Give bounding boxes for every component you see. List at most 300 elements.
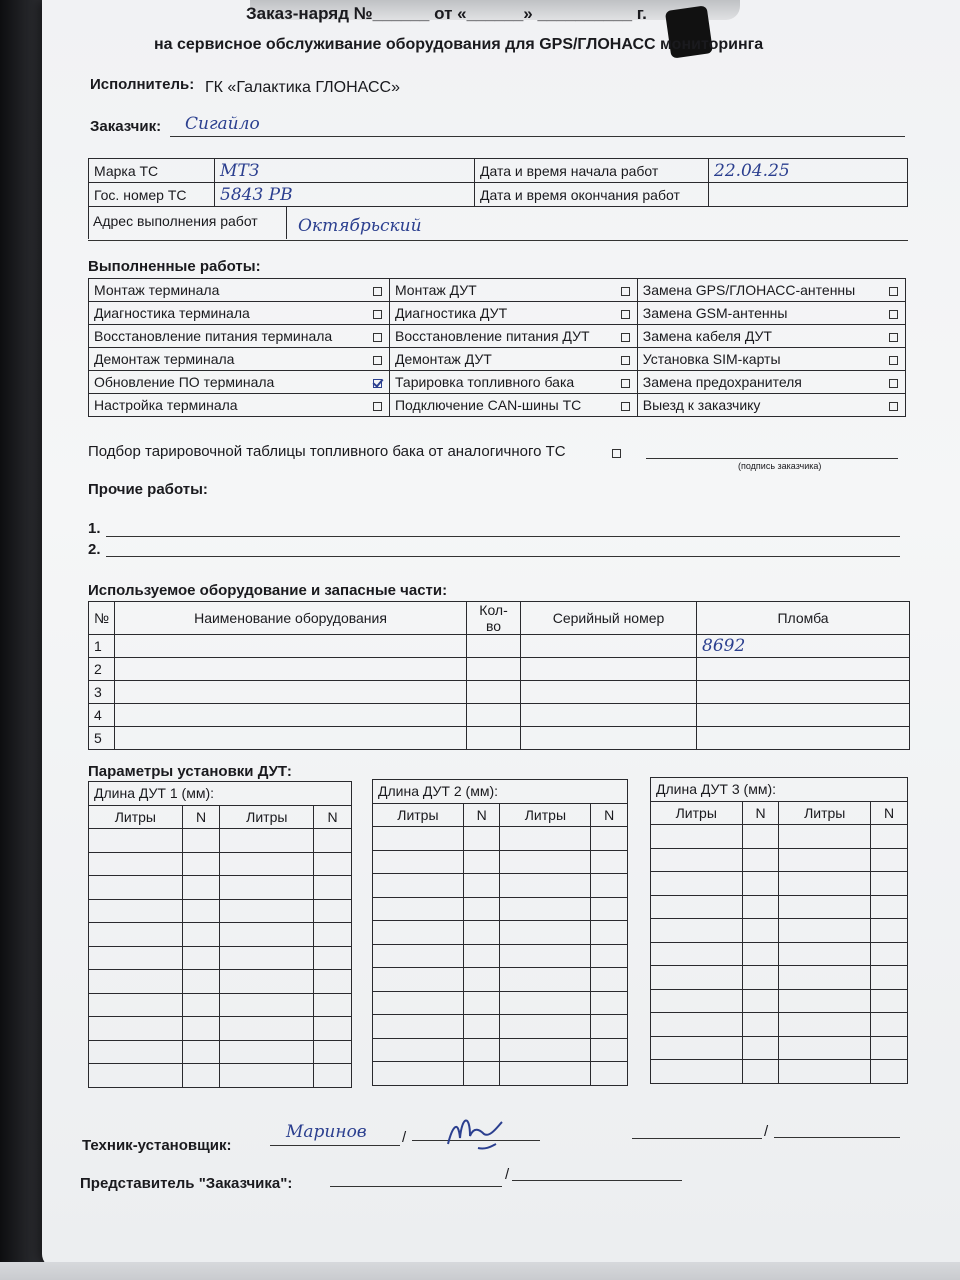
work-label: Выезд к заказчику — [637, 394, 883, 417]
equipment-cell-qty[interactable] — [467, 635, 521, 658]
table-row — [89, 829, 352, 853]
dut-cell[interactable] — [220, 993, 314, 1017]
dut-cell[interactable] — [220, 970, 314, 994]
checkbox-icon[interactable] — [621, 402, 630, 411]
dut-cell[interactable] — [742, 1060, 779, 1084]
equipment-header: Кол-во — [467, 602, 521, 635]
checkbox-icon[interactable] — [889, 379, 898, 388]
work-checkbox[interactable] — [367, 279, 390, 302]
work-label: Замена кабеля ДУТ — [637, 325, 883, 348]
dut-cell[interactable] — [220, 1017, 314, 1041]
plate-label: Гос. номер ТС — [89, 183, 215, 207]
work-label: Монтаж терминала — [89, 279, 367, 302]
work-checkbox[interactable] — [883, 348, 906, 371]
dut-cell[interactable] — [779, 1036, 871, 1060]
dut-cell[interactable] — [220, 876, 314, 900]
brand-label: Марка ТС — [89, 159, 215, 183]
dut-cell[interactable] — [463, 1015, 500, 1039]
customer-signature-line[interactable] — [646, 458, 898, 459]
dut-cell[interactable] — [182, 1017, 220, 1041]
dut-cell[interactable] — [373, 1038, 464, 1062]
dut-cell[interactable] — [871, 872, 908, 896]
dut-header: Литры — [89, 805, 183, 829]
dut-cell[interactable] — [591, 921, 628, 945]
checkbox-icon[interactable] — [373, 356, 382, 365]
work-label: Замена GPS/ГЛОНАСС-антенны — [637, 279, 883, 302]
dut-cell[interactable] — [463, 827, 500, 851]
dut-cell[interactable] — [651, 1036, 743, 1060]
equipment-cell-serial[interactable] — [521, 635, 697, 658]
work-checkbox[interactable] — [883, 394, 906, 417]
equipment-cell-n: 2 — [89, 658, 115, 681]
table-row — [373, 1062, 628, 1086]
dut-cell[interactable] — [779, 989, 871, 1013]
dut-cell[interactable] — [373, 897, 464, 921]
dut-cell[interactable] — [651, 919, 743, 943]
equipment-cell-name[interactable] — [115, 704, 467, 727]
table-row — [89, 899, 352, 923]
dut-cell[interactable] — [220, 852, 314, 876]
dut-cell[interactable] — [89, 876, 183, 900]
equipment-cell-name[interactable] — [115, 658, 467, 681]
dut-header: Литры — [779, 801, 871, 825]
dut-cell[interactable] — [500, 850, 591, 874]
tare-selection-label: Подбор тарировочной таблицы топливного бака от аналогичного ТС — [88, 443, 566, 460]
work-label: Восстановление питания терминала — [89, 325, 367, 348]
table-row — [89, 876, 352, 900]
dut-caption: Длина ДУТ 2 (мм): — [373, 780, 628, 804]
dut-header: N — [871, 801, 908, 825]
dut-cell[interactable] — [463, 874, 500, 898]
checkbox-icon[interactable] — [373, 333, 382, 342]
table-row — [373, 921, 628, 945]
equipment-cell-qty[interactable] — [467, 704, 521, 727]
table-row — [651, 1013, 908, 1037]
table-row — [89, 1064, 352, 1088]
dut-cell[interactable] — [651, 1060, 743, 1084]
table-row — [89, 658, 910, 681]
technician-signature — [440, 1108, 510, 1156]
customer-value[interactable]: Сигайло — [185, 114, 260, 134]
dut-cell[interactable] — [591, 1038, 628, 1062]
work-label: Диагностика ДУТ — [389, 302, 614, 325]
dut-cell[interactable] — [742, 919, 779, 943]
table-row — [373, 850, 628, 874]
equipment-title: Используемое оборудование и запасные части: — [88, 582, 448, 599]
equipment-cell-serial[interactable] — [521, 727, 697, 750]
table-row — [373, 827, 628, 851]
start-value[interactable]: 22.04.25 — [709, 159, 908, 183]
checkbox-icon[interactable] — [889, 287, 898, 296]
checkbox-icon[interactable] — [373, 402, 382, 411]
dut-cell[interactable] — [314, 923, 352, 947]
dut-cell[interactable] — [89, 899, 183, 923]
dut-cell[interactable] — [89, 923, 183, 947]
dut-cell[interactable] — [742, 942, 779, 966]
dut-cell[interactable] — [89, 1064, 183, 1088]
dut-cell[interactable] — [779, 895, 871, 919]
dut-cell[interactable] — [871, 919, 908, 943]
work-checkbox[interactable] — [883, 279, 906, 302]
dut-cell[interactable] — [314, 876, 352, 900]
work-label: Подключение CAN-шины ТС — [389, 394, 614, 417]
executor-label: Исполнитель: — [90, 76, 195, 93]
dut-header: N — [742, 801, 779, 825]
works-title: Выполненные работы: — [88, 258, 261, 275]
work-checkbox[interactable] — [883, 371, 906, 394]
work-label: Тарировка топливного бака — [389, 371, 614, 394]
dut-cell[interactable] — [463, 944, 500, 968]
dut-cell[interactable] — [779, 848, 871, 872]
table-row — [89, 993, 352, 1017]
dut-cell[interactable] — [373, 850, 464, 874]
equipment-cell-qty[interactable] — [467, 727, 521, 750]
equipment-cell-serial[interactable] — [521, 658, 697, 681]
dut-cell[interactable] — [651, 989, 743, 1013]
dut-cell[interactable] — [500, 1015, 591, 1039]
dut-cell[interactable] — [779, 872, 871, 896]
checkbox-icon[interactable] — [889, 402, 898, 411]
dut-cell[interactable] — [220, 1040, 314, 1064]
dut-cell[interactable] — [463, 968, 500, 992]
table-row — [651, 989, 908, 1013]
dut-cell[interactable] — [871, 989, 908, 1013]
dut-cell[interactable] — [742, 966, 779, 990]
table-row — [89, 727, 910, 750]
other-works-line-1[interactable] — [106, 536, 900, 537]
work-checkbox[interactable] — [367, 394, 390, 417]
other-works-num-2: 2. — [88, 541, 101, 558]
work-checkbox[interactable] — [367, 302, 390, 325]
dut-cell[interactable] — [500, 921, 591, 945]
dut-cell[interactable] — [314, 899, 352, 923]
dut-cell[interactable] — [651, 825, 743, 849]
dut-cell[interactable] — [220, 829, 314, 853]
table-row — [373, 991, 628, 1015]
work-label: Диагностика терминала — [89, 302, 367, 325]
dut-cell[interactable] — [500, 1038, 591, 1062]
dut-cell[interactable] — [373, 968, 464, 992]
dut-cell[interactable] — [182, 876, 220, 900]
document-subtitle: на сервисное обслуживание оборудования для GPS/ГЛОНАСС мониторинга — [154, 36, 764, 53]
dut-cell[interactable] — [591, 1062, 628, 1086]
dut-cell[interactable] — [373, 1015, 464, 1039]
dut-header: N — [314, 805, 352, 829]
dut-cell[interactable] — [651, 942, 743, 966]
dut-cell[interactable] — [220, 899, 314, 923]
dut-cell[interactable] — [742, 895, 779, 919]
table-row — [373, 1038, 628, 1062]
dut-cell[interactable] — [500, 1062, 591, 1086]
dut-cell[interactable] — [871, 1013, 908, 1037]
end-label: Дата и время окончания работ — [475, 183, 709, 207]
dut-header: N — [182, 805, 220, 829]
dut-cell[interactable] — [314, 852, 352, 876]
work-label: Обновление ПО терминала — [89, 371, 367, 394]
clipboard-bottom — [0, 1262, 960, 1280]
equipment-cell-seal[interactable] — [697, 681, 910, 704]
dut-cell[interactable] — [89, 1017, 183, 1041]
equipment-header: Пломба — [697, 602, 910, 635]
dut-cell[interactable] — [463, 897, 500, 921]
executor-value: ГК «Галактика ГЛОНАСС» — [205, 79, 400, 96]
table-row — [651, 1036, 908, 1060]
dut-header: Литры — [373, 803, 464, 827]
equipment-cell-n: 3 — [89, 681, 115, 704]
dut-cell[interactable] — [314, 970, 352, 994]
dut-cell[interactable] — [220, 1064, 314, 1088]
other-works-num-1: 1. — [88, 520, 101, 537]
dut-cell[interactable] — [314, 946, 352, 970]
checkbox-icon[interactable] — [621, 310, 630, 319]
equipment-cell-serial[interactable] — [521, 704, 697, 727]
work-checkbox[interactable] — [615, 371, 638, 394]
dut-cell[interactable] — [373, 991, 464, 1015]
table-row — [89, 970, 352, 994]
dut-cell[interactable] — [871, 848, 908, 872]
dut-header: Литры — [651, 801, 743, 825]
work-label: Демонтаж ДУТ — [389, 348, 614, 371]
dut-cell[interactable] — [373, 944, 464, 968]
work-checkbox[interactable] — [883, 302, 906, 325]
dut-cell[interactable] — [373, 1062, 464, 1086]
equipment-cell-seal[interactable] — [697, 658, 910, 681]
dut-cell[interactable] — [182, 970, 220, 994]
checkbox-icon[interactable] — [621, 356, 630, 365]
dut-cell[interactable] — [182, 899, 220, 923]
dut-cell[interactable] — [500, 827, 591, 851]
plate-value[interactable]: 5843 РВ — [215, 183, 475, 207]
dut-table-3 — [650, 777, 908, 1084]
dut-cell[interactable] — [779, 1060, 871, 1084]
table-row — [373, 1015, 628, 1039]
dut-cell[interactable] — [779, 942, 871, 966]
address-label: Адрес выполнения работ — [93, 213, 258, 229]
checkbox-icon[interactable] — [373, 287, 382, 296]
table-row — [89, 1040, 352, 1064]
dut-cell[interactable] — [182, 1064, 220, 1088]
dut-cell[interactable] — [651, 966, 743, 990]
table-row — [89, 635, 910, 658]
works-table — [88, 278, 906, 417]
table-row — [651, 872, 908, 896]
dut-cell[interactable] — [500, 968, 591, 992]
dut-cell[interactable] — [182, 829, 220, 853]
dut-cell[interactable] — [591, 944, 628, 968]
table-row — [373, 968, 628, 992]
dut-cell[interactable] — [591, 991, 628, 1015]
checkbox-icon[interactable] — [621, 379, 630, 388]
equipment-cell-seal[interactable]: 8692 — [697, 635, 910, 658]
table-row — [651, 895, 908, 919]
checkbox-icon[interactable] — [373, 379, 382, 388]
table-row — [89, 1017, 352, 1041]
work-label: Замена предохранителя — [637, 371, 883, 394]
equipment-header: № — [89, 602, 115, 635]
checkbox-icon[interactable] — [621, 287, 630, 296]
dut-cell[interactable] — [500, 897, 591, 921]
brand-value[interactable]: МТЗ — [215, 159, 475, 183]
dut-cell[interactable] — [591, 850, 628, 874]
dut-header: Литры — [220, 805, 314, 829]
address-value[interactable]: Октябрьский — [298, 216, 422, 236]
work-checkbox[interactable] — [615, 325, 638, 348]
checkbox-icon[interactable] — [621, 333, 630, 342]
dut-cell[interactable] — [651, 1013, 743, 1037]
dut-cell[interactable] — [373, 921, 464, 945]
dut-cell[interactable] — [182, 852, 220, 876]
dut-header: N — [463, 803, 500, 827]
dut-cell[interactable] — [742, 848, 779, 872]
work-checkbox[interactable] — [883, 325, 906, 348]
equipment-cell-qty[interactable] — [467, 658, 521, 681]
dut-cell[interactable] — [500, 874, 591, 898]
dut-cell[interactable] — [89, 946, 183, 970]
dut-cell[interactable] — [742, 872, 779, 896]
dut-cell[interactable] — [651, 895, 743, 919]
dut-header: N — [591, 803, 628, 827]
equipment-header: Наименование оборудования — [115, 602, 467, 635]
work-checkbox[interactable] — [367, 371, 390, 394]
work-label: Замена GSM-антенны — [637, 302, 883, 325]
other-works-line-2[interactable] — [106, 556, 900, 557]
dut-cell[interactable] — [314, 993, 352, 1017]
dut-cell[interactable] — [742, 825, 779, 849]
dut-cell[interactable] — [463, 921, 500, 945]
dut-cell[interactable] — [182, 946, 220, 970]
dut-cell[interactable] — [500, 991, 591, 1015]
dut-cell[interactable] — [742, 989, 779, 1013]
dut-cell[interactable] — [871, 942, 908, 966]
dut-cell[interactable] — [463, 850, 500, 874]
dut-cell[interactable] — [89, 970, 183, 994]
dut-cell[interactable] — [779, 919, 871, 943]
table-row — [651, 919, 908, 943]
dut-cell[interactable] — [500, 944, 591, 968]
table-row — [373, 874, 628, 898]
equipment-cell-seal[interactable] — [697, 704, 910, 727]
dut-cell[interactable] — [220, 946, 314, 970]
dut-cell[interactable] — [89, 1040, 183, 1064]
checkbox-icon[interactable] — [889, 333, 898, 342]
dut-cell[interactable] — [89, 852, 183, 876]
work-label: Восстановление питания ДУТ — [389, 325, 614, 348]
equipment-cell-serial[interactable] — [521, 681, 697, 704]
dut-cell[interactable] — [314, 1017, 352, 1041]
other-works-title: Прочие работы: — [88, 481, 208, 498]
dut-cell[interactable] — [591, 874, 628, 898]
dut-cell[interactable] — [779, 825, 871, 849]
dut-cell[interactable] — [182, 1040, 220, 1064]
work-checkbox[interactable] — [615, 302, 638, 325]
work-checkbox[interactable] — [367, 325, 390, 348]
dut-cell[interactable] — [591, 897, 628, 921]
technician-label: Техник-установщик: — [82, 1137, 232, 1154]
checkbox-icon[interactable] — [889, 310, 898, 319]
dut-cell[interactable] — [373, 874, 464, 898]
dut-cell[interactable] — [591, 1015, 628, 1039]
document-title: Заказ-наряд №______ от «______» __________ г. — [246, 4, 647, 23]
work-checkbox[interactable] — [615, 279, 638, 302]
dut-cell[interactable] — [89, 829, 183, 853]
dut-cell[interactable] — [871, 1060, 908, 1084]
table-row — [651, 966, 908, 990]
checkbox-icon[interactable] — [889, 356, 898, 365]
vehicle-table — [88, 158, 908, 207]
dut-cell[interactable] — [871, 895, 908, 919]
work-checkbox[interactable] — [615, 394, 638, 417]
work-label: Монтаж ДУТ — [389, 279, 614, 302]
work-checkbox[interactable] — [367, 348, 390, 371]
dut-cell[interactable] — [314, 1040, 352, 1064]
dut-caption: Длина ДУТ 3 (мм): — [651, 778, 908, 802]
table-row — [89, 946, 352, 970]
end-value[interactable] — [709, 183, 908, 207]
equipment-cell-name[interactable] — [115, 635, 467, 658]
dut-cell[interactable] — [651, 848, 743, 872]
equipment-cell-name[interactable] — [115, 681, 467, 704]
table-row — [89, 681, 910, 704]
table-row — [651, 848, 908, 872]
dut-cell[interactable] — [871, 966, 908, 990]
equipment-cell-seal[interactable] — [697, 727, 910, 750]
dut-cell[interactable] — [314, 829, 352, 853]
dut-cell[interactable] — [314, 1064, 352, 1088]
work-label: Демонтаж терминала — [89, 348, 367, 371]
checkbox-icon[interactable] — [373, 310, 382, 319]
dut-table-1 — [88, 781, 352, 1088]
dut-cell[interactable] — [89, 993, 183, 1017]
tare-selection-checkbox[interactable] — [612, 449, 621, 458]
equipment-cell-n: 4 — [89, 704, 115, 727]
table-row — [89, 923, 352, 947]
dut-cell[interactable] — [742, 1013, 779, 1037]
dut-cell[interactable] — [651, 872, 743, 896]
table-row — [651, 825, 908, 849]
equipment-cell-qty[interactable] — [467, 681, 521, 704]
dut-cell[interactable] — [463, 1038, 500, 1062]
dut-header: Литры — [500, 803, 591, 827]
work-checkbox[interactable] — [615, 348, 638, 371]
table-row — [89, 852, 352, 876]
dut-cell[interactable] — [463, 1062, 500, 1086]
dut-cell[interactable] — [591, 968, 628, 992]
equipment-cell-n: 5 — [89, 727, 115, 750]
work-label: Установка SIM-карты — [637, 348, 883, 371]
table-row — [651, 942, 908, 966]
equipment-cell-n: 1 — [89, 635, 115, 658]
dut-cell[interactable] — [220, 923, 314, 947]
dut-cell[interactable] — [182, 923, 220, 947]
technician-name[interactable]: Маринов — [286, 1122, 367, 1142]
dut-cell[interactable] — [742, 1036, 779, 1060]
table-row — [373, 944, 628, 968]
dut-cell[interactable] — [871, 1036, 908, 1060]
customer-label: Заказчик: — [90, 118, 162, 135]
dut-cell[interactable] — [182, 993, 220, 1017]
dut-params-title: Параметры установки ДУТ: — [88, 763, 292, 780]
dut-cell[interactable] — [779, 966, 871, 990]
dut-cell[interactable] — [591, 827, 628, 851]
dut-cell[interactable] — [463, 991, 500, 1015]
dut-cell[interactable] — [373, 827, 464, 851]
table-row — [373, 897, 628, 921]
equipment-table — [88, 601, 910, 750]
dut-cell[interactable] — [779, 1013, 871, 1037]
dut-table-2 — [372, 779, 628, 1086]
equipment-cell-name[interactable] — [115, 727, 467, 750]
dut-cell[interactable] — [871, 825, 908, 849]
